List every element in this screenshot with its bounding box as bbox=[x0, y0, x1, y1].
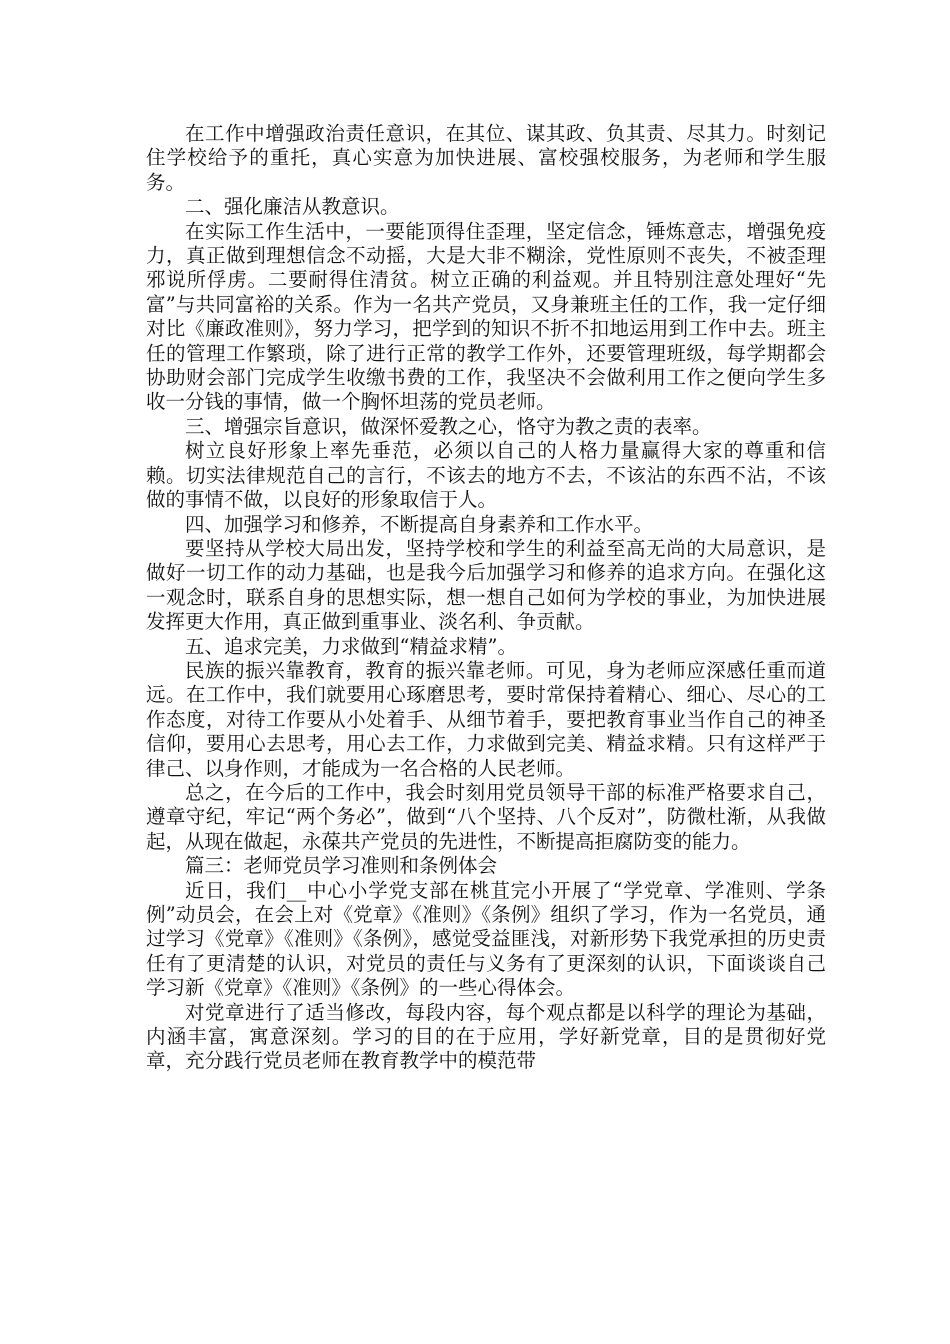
section-heading: 四、加强学习和修养，不断提高自身素养和工作水平。 bbox=[185, 512, 654, 536]
paragraph: 在实际工作生活中，一要能顶得住歪理，坚定信念，锤炼意志，增强免疫力，真正做到理想信念不动摇，大是大非不糊涂，党性原则不丧失，不被歪理邪说所俘虏。二要耐得住清贫。树立正确的利益观。并且特别注意处理好“先富”与共同富裕的关系。作为一名共产党员，又身兼班主任的工作，我一定仔细对比《廉政准则》，努力学习，把学到的知识不折不扣地运用到工作中去。班主任的管理工作繁琐，除了进行正常的教学工作外，还要管理班级，每学期都会协助财会部门完成学生收缴书费的工作，我坚决不会做利用工作之便向学生多收一分钱的事情，做一个胸怀坦荡的党员老师。 bbox=[146, 219, 826, 414]
paragraph: 对党章进行了适当修改，每段内容，每个观点都是以科学的理论为基础，内涵丰富，寓意深刻。学习的目的在于应用，学好新党章，目的是贯彻好党章，充分践行党员老师在教育教学中的模范带 bbox=[146, 1000, 826, 1073]
section-heading: 三、增强宗旨意识，做深怀爱教之心，恪守为教之责的表率。 bbox=[185, 414, 712, 438]
section-heading: 五、追求完美，力求做到“精益求精”。 bbox=[185, 634, 517, 658]
paragraph: 在工作中增强政治责任意识，在其位、谋其政、负其责、尽其力。时刻记住学校给予的重托，真心实意为加快进展、富校强校服务，为老师和学生服务。 bbox=[146, 122, 826, 194]
paragraph: 要坚持从学校大局出发，坚持学校和学生的利益至高无尚的大局意识，是做好一切工作的动力基础，也是我今后加强学习和修养的追求方向。在强化这一观念时，联系自身的思想实际，想一想自己如何为学校的事业，为加快进展发挥更大作用，真正做到重事业、淡名利、争贡献。 bbox=[146, 536, 826, 634]
paragraph: 民族的振兴靠教育，教育的振兴靠老师。可见，身为老师应深感任重而道远。在工作中，我们就要用心琢磨思考，要时常保持着精心、细心、尽心的工作态度，对待工作要从小处着手、从细节着手，要把教育事业当作自己的神圣信仰，要用心去思考，用心去工作，力求做到完美、精益求精。只有这样严于律己、以身作则，才能成为一名合格的人民老师。 bbox=[146, 658, 826, 780]
document-body bbox=[146, 122, 826, 1074]
section-heading: 二、强化廉洁从教意识。 bbox=[185, 195, 400, 219]
paragraph: 近日，我们__中心小学党支部在桃苴完小开展了“学党章、学准则、学条例”动员会，在会上对《党章》《准则》《条例》组织了学习，作为一名党员，通过学习《党章》《准则》《条例》，感觉受益匪浅，对新形势下我党承担的历史责任有了更清楚的认识，对党员的责任与义务有了更深刻的认识，下面谈谈自己学习新《党章》《准则》《条例》的一些心得体会。 bbox=[146, 878, 826, 1000]
paragraph: 总之，在今后的工作中，我会时刻用党员领导干部的标准严格要求自己，遵章守纪，牢记“两个务必”，做到“八个坚持、八个反对”，防微杜渐，从我做起，从现在做起，永葆共产党员的先进性，不断提高拒腐防变的能力。 bbox=[146, 780, 826, 853]
paragraph: 树立良好形象上率先垂范，必须以自己的人格力量赢得大家的尊重和信赖。切实法律规范自己的言行，不该去的地方不去，不该沾的东西不沾，不该做的事情不做，以良好的形象取信于人。 bbox=[146, 439, 826, 512]
article-title: 篇三：老师党员学习准则和条例体会 bbox=[185, 854, 498, 878]
